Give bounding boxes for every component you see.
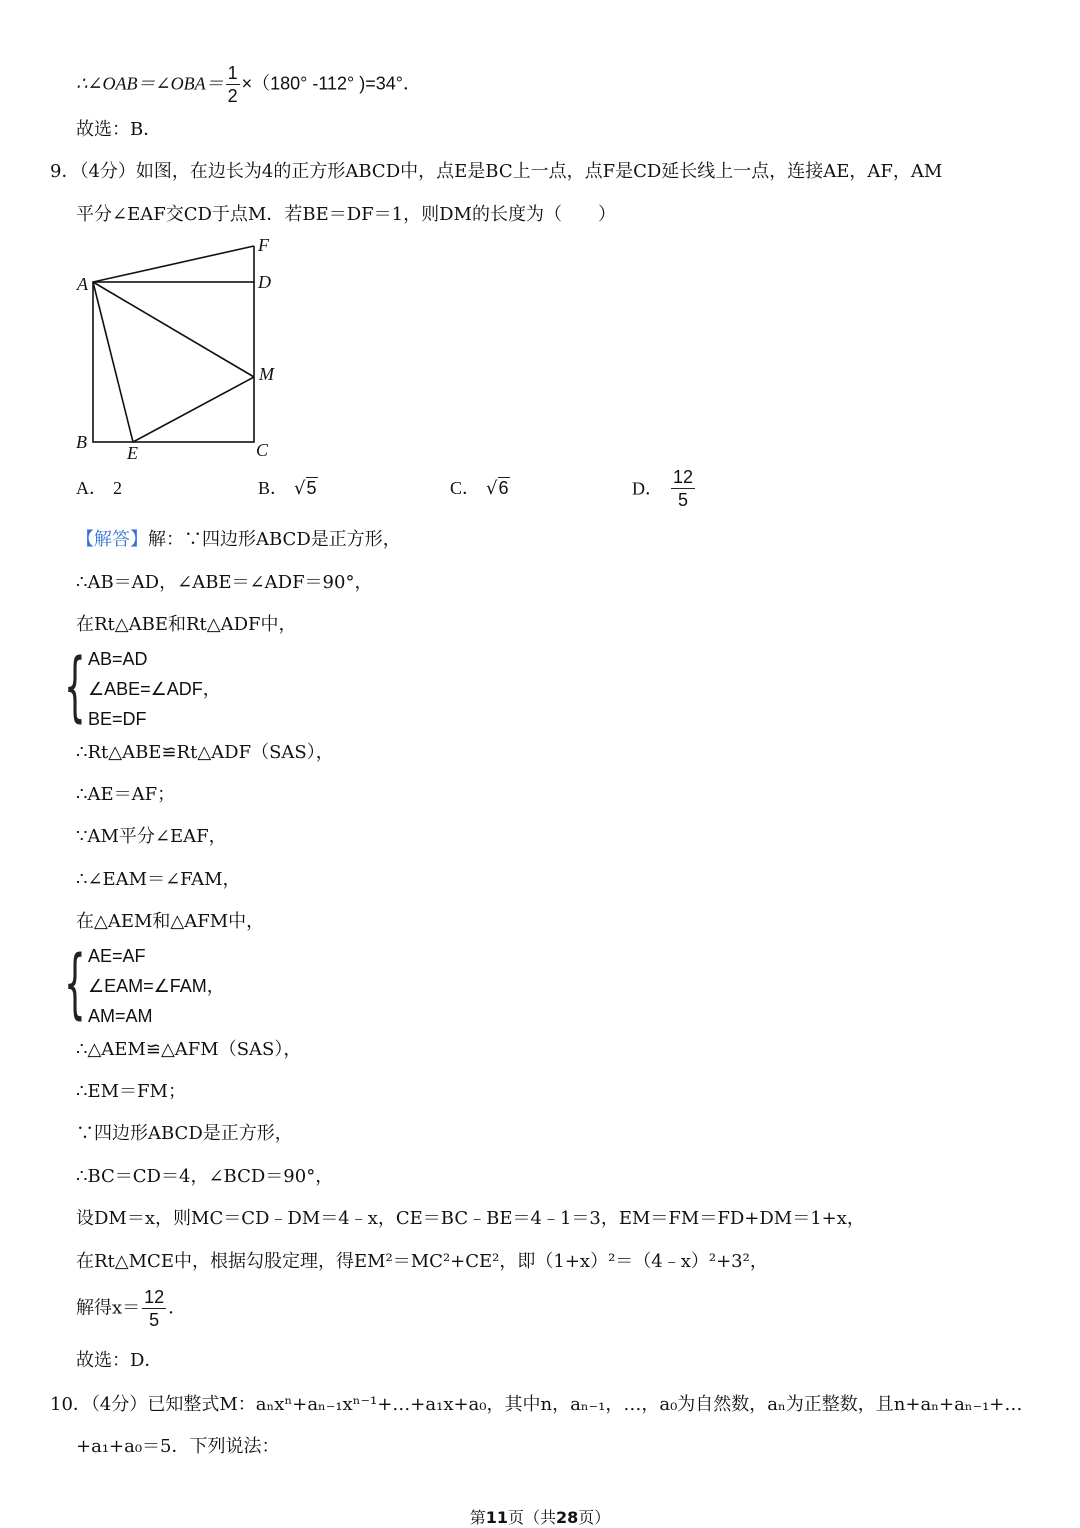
- solution-line: ∴AB＝AD，∠ABE＝∠ADF＝90°，: [76, 572, 373, 593]
- solution-line: 设DM＝x，则MC＝CD﹣DM＝4﹣x，CE＝BC﹣BE＝4﹣1＝3，EM＝FM＝FD+DM＝1+x，: [76, 1208, 865, 1229]
- option-c: C． √6: [450, 478, 509, 499]
- label-b: B: [76, 432, 87, 452]
- question-10-line-1: 10．（4分）已知整式M：aₙxⁿ+aₙ₋₁xⁿ⁻¹+…+a₁x+a₀，其中n，aₙ₋₁，…，a₀为自然数，aₙ为正整数，且n+aₙ+aₙ₋₁+…: [50, 1394, 1023, 1415]
- solution-line: ∴AE＝AF；: [76, 784, 176, 805]
- solution-tag: 【解答】: [76, 529, 148, 550]
- question-10-line-2: +a₁+a₀＝5．下列说法：: [76, 1436, 280, 1457]
- page-footer: 第11页（共28页）: [469, 1508, 611, 1527]
- label-c: C: [256, 440, 269, 460]
- solution-line: ∴∠EAM＝∠FAM，: [76, 869, 241, 890]
- solution-line: 在Rt△MCE中，根据勾股定理，得EM²＝MC²+CE²，即（1+x）²＝（4﹣x）²+3²，: [76, 1251, 768, 1272]
- fraction-12-5: $\frac{12}{5}$: [144, 1287, 165, 1330]
- solution-line: ∴EM＝FM；: [76, 1081, 186, 1102]
- answer-choice-d: 故选：D．: [76, 1350, 163, 1371]
- solution-line: ∴Rt△ABE≌Rt△ADF（SAS），: [76, 742, 334, 763]
- label-d: D: [258, 272, 271, 292]
- brace-icon: {: [64, 938, 86, 1027]
- option-b: B． √5: [258, 478, 317, 499]
- square-figure: [70, 232, 290, 462]
- question-9-line-1: 9．（4分）如图，在边长为4的正方形ABCD中，点E是BC上一点，点F是CD延长线上一点，连接AE，AF，AM: [50, 161, 943, 182]
- solution-line: ∵四边形ABCD是正方形，: [76, 1123, 293, 1144]
- solution-start: 【解答】解：∵四边形ABCD是正方形，: [76, 529, 401, 550]
- answer-choice-b: 故选：B．: [76, 119, 162, 140]
- solution-line: ∵AM平分∠EAF，: [76, 826, 227, 847]
- line-angle-oab-prefix: ∴∠OAB＝∠OBA＝: [76, 73, 224, 94]
- label-f: F: [258, 235, 269, 255]
- label-m: M: [259, 364, 274, 384]
- option-a: A． 2: [76, 478, 122, 498]
- question-9-line-2: 平分∠EAF交CD于点M．若BE＝DF＝1，则DM的长度为（ ）: [76, 204, 616, 225]
- line-angle-oab: [76, 62, 421, 107]
- solution-result: 解得x＝ $\frac{12}{5}$ ．: [76, 1287, 187, 1330]
- label-a: A: [77, 274, 88, 294]
- line-angle-oab-suffix: ×（180° -112° )=34°．: [241, 73, 421, 94]
- equation-system-2: { AE=AF ∠EAM=∠FAM， AM=AM: [64, 938, 225, 1027]
- page-number: 11: [485, 1508, 508, 1527]
- sqrt-icon: √5: [294, 478, 317, 499]
- fraction-12-5: $\frac{12}{5}$: [673, 467, 694, 510]
- equation-system-1: { AB=AD ∠ABE=∠ADF， BE=DF: [64, 641, 221, 730]
- fraction-one-half: $\frac{1}{2}$: [227, 63, 238, 106]
- solution-line: ∴BC＝CD＝4，∠BCD＝90°，: [76, 1166, 334, 1187]
- solution-line: 在Rt△ABE和Rt△ADF中，: [76, 614, 297, 635]
- page-total: 28: [556, 1508, 579, 1527]
- brace-icon: {: [64, 641, 86, 730]
- label-e: E: [127, 443, 138, 462]
- option-d: D． $\frac{12}{5}$: [632, 467, 694, 510]
- solution-line: 在△AEM和△AFM中，: [76, 911, 265, 932]
- solution-line: ∴△AEM≌△AFM（SAS），: [76, 1039, 302, 1060]
- sqrt-icon: √6: [486, 478, 509, 499]
